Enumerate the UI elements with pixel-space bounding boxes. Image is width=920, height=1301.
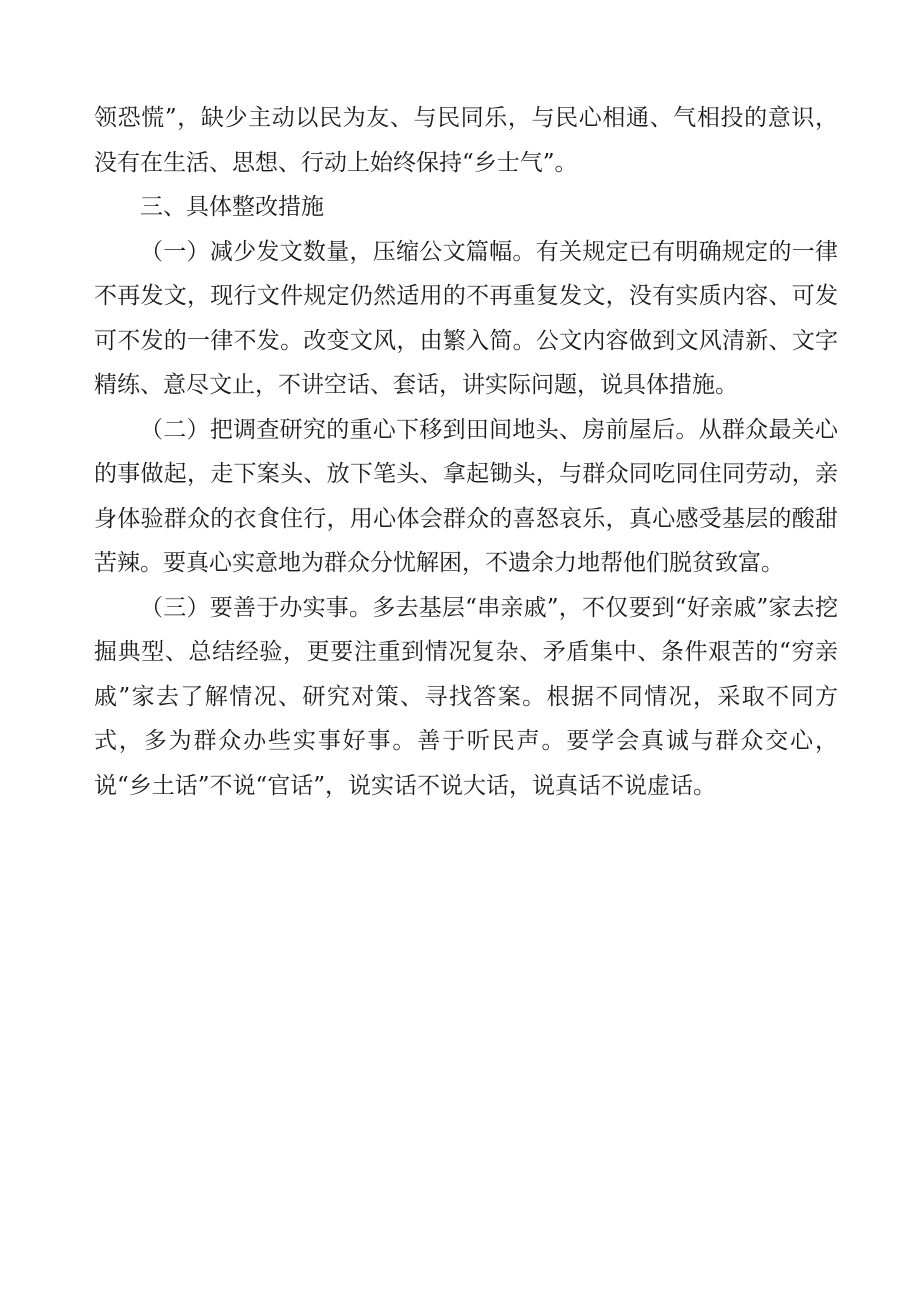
- continuation-paragraph: 领恐慌”，缺少主动以民为友、与民同乐，与民心相通、气相投的意识，没有在生活、思想、行动上始终保持“乡士气”。: [94, 105, 838, 176]
- measure-paragraph-2: （二）把调查研究的重心下移到田间地头、房前屋后。从群众最关心的事做起，走下案头、放下笔头、拿起锄头，与群众同吃同住同劳动，亲身体验群众的衣食住行，用心体会群众的喜怒哀乐，真心感受基层的酸甜苦辣。要真心实意地为群众分忧解困，不遗余力地帮他们脱贫致富。: [94, 416, 838, 576]
- measure-paragraph-3: （三）要善于办实事。多去基层“串亲戚”，不仅要到“好亲戚”家去挖掘典型、总结经验，更要注重到情况复杂、矛盾集中、条件艰苦的“穷亲戚”家去了解情况、研究对策、寻找答案。根据不同情况，采取不同方式，多为群众办些实事好事。善于听民声。要学会真诚与群众交心，说“乡土话”不说“官话”，说实话不说大话，说真话不说虚话。: [94, 594, 838, 799]
- measure-paragraph-1: （一）减少发文数量，压缩公文篇幅。有关规定已有明确规定的一律不再发文，现行文件规定仍然适用的不再重复发文，没有实质内容、可发可不发的一律不发。改变文风，由繁入简。公文内容做到文风清新、文字精练、意尽文止，不讲空话、套话，讲实际问题，说具体措施。: [94, 238, 838, 398]
- section-heading: 三、具体整改措施: [140, 194, 324, 220]
- document-body: [94, 96, 838, 808]
